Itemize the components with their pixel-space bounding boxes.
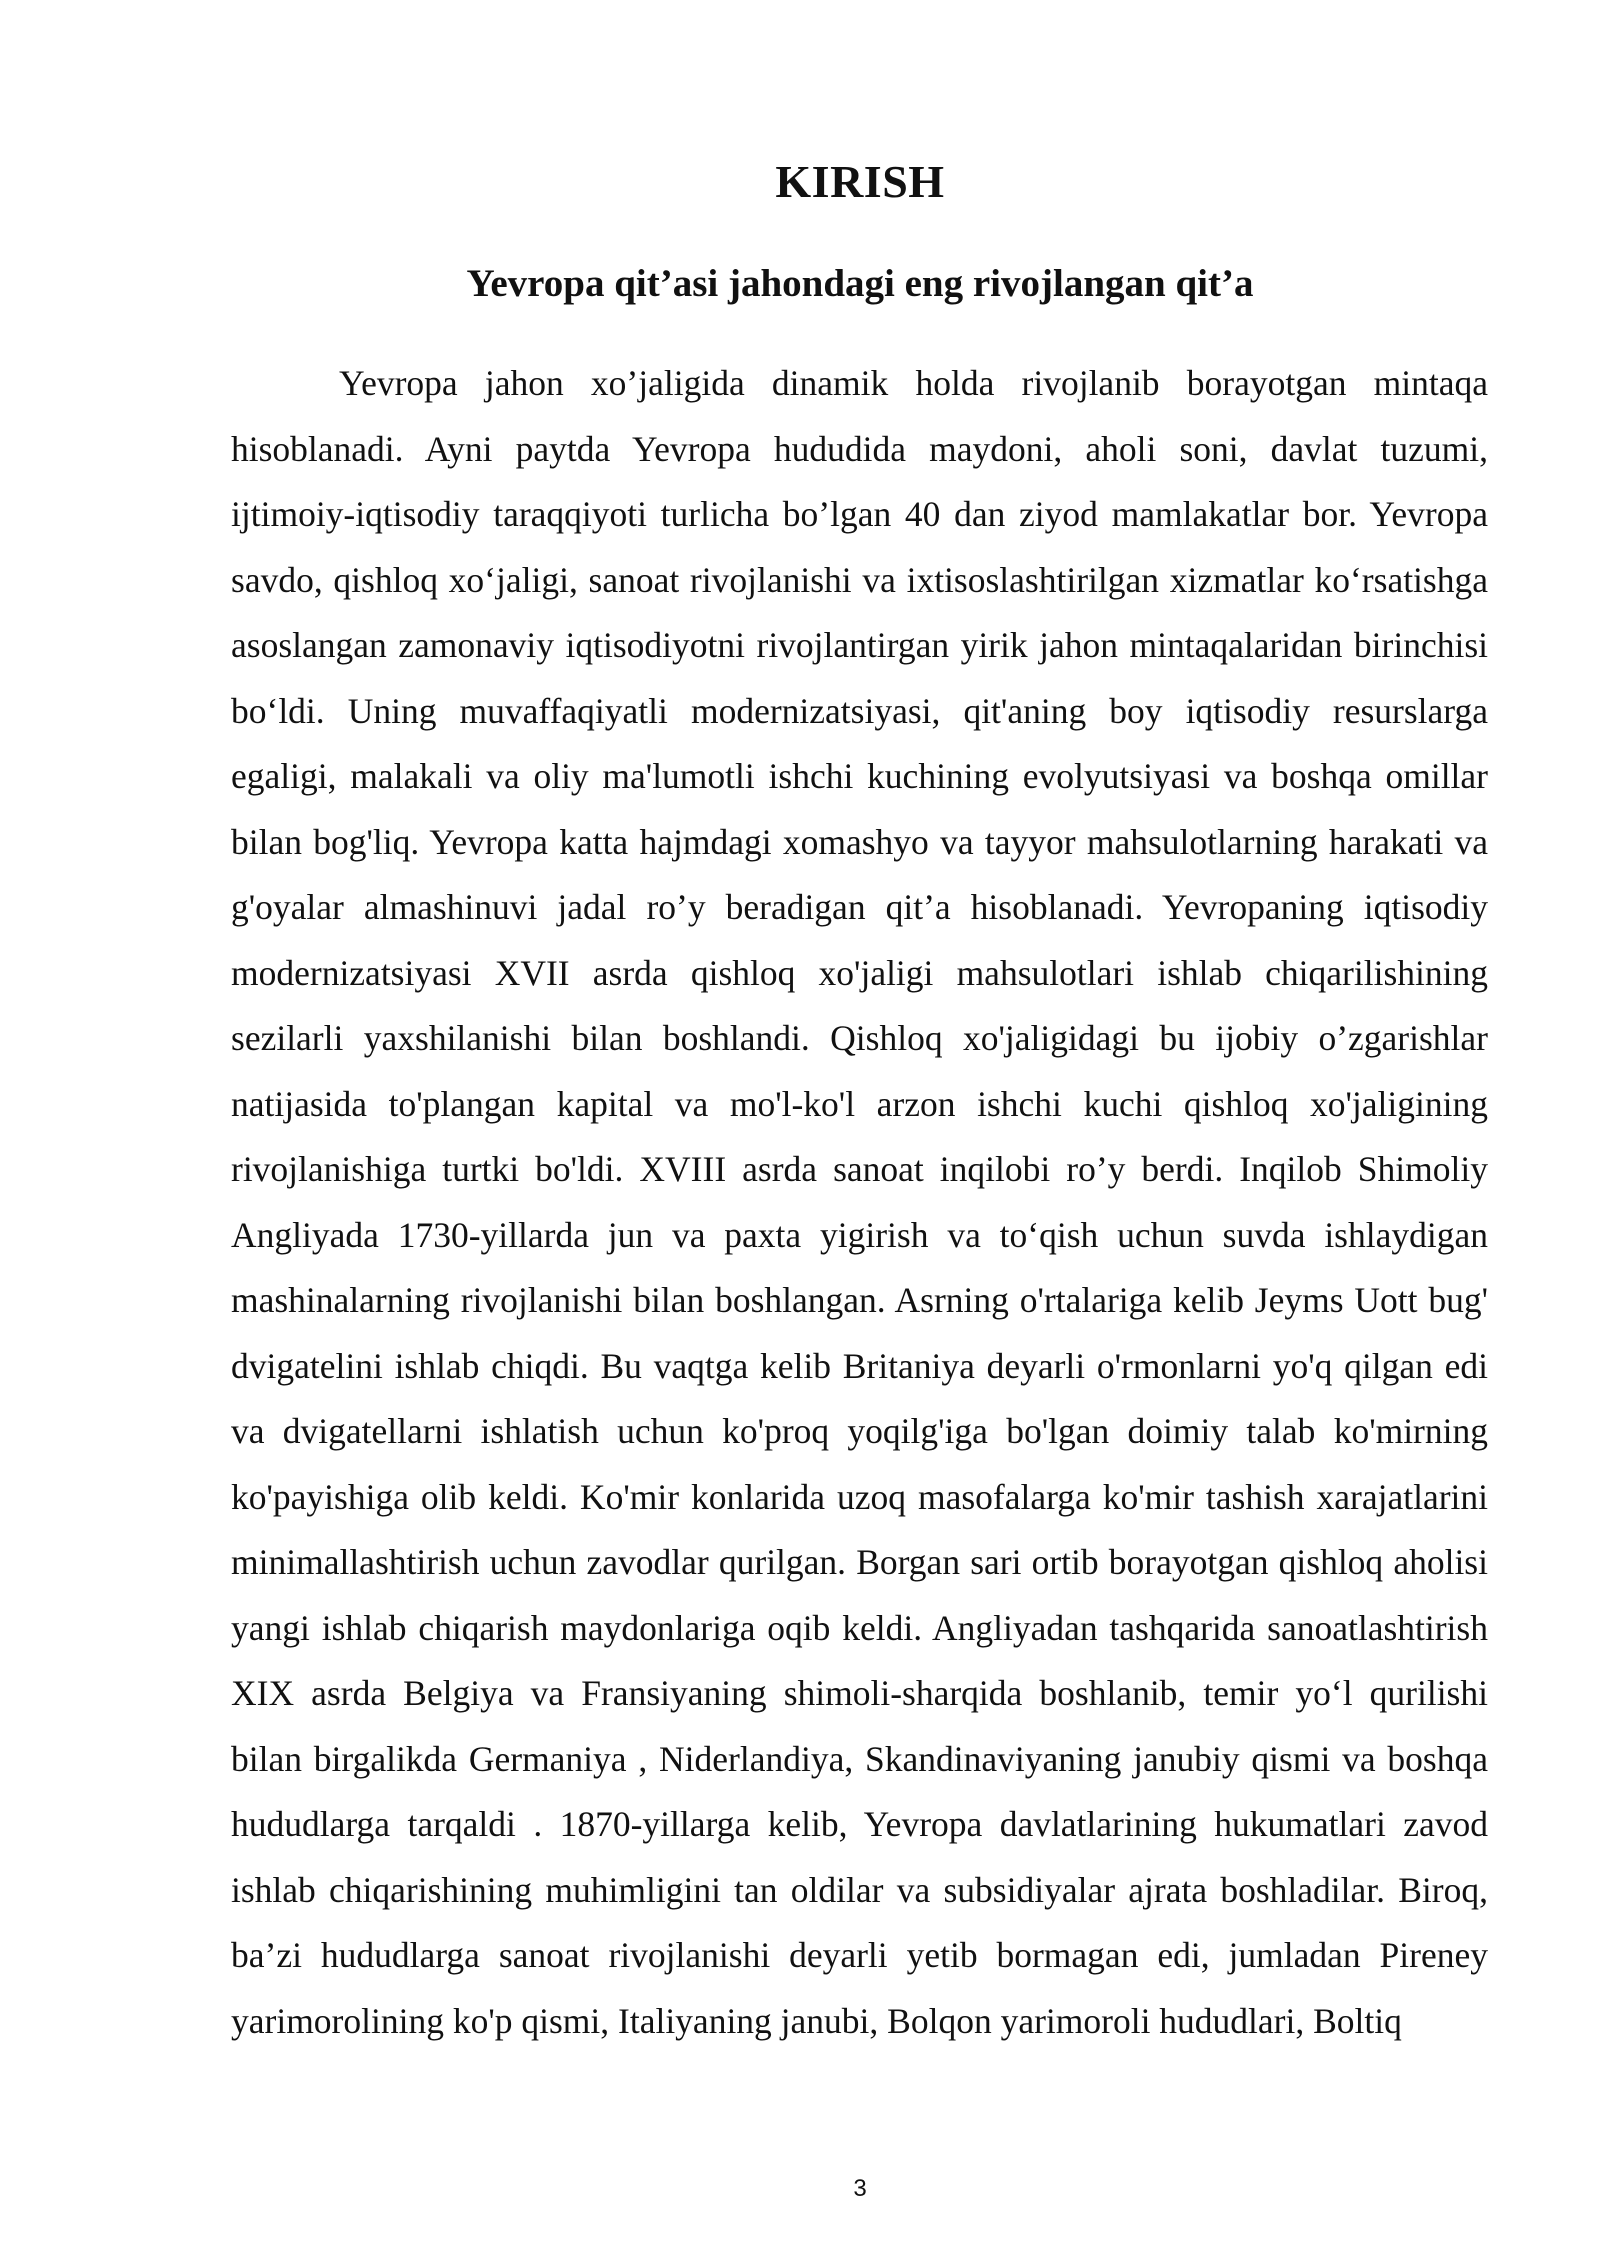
body-paragraph: Yevropa jahon xo’jaligida dinamik holda rivojlanib borayotgan mintaqa hisoblanadi. Ayni paytda Yevropa hududida maydoni, aholi soni, davlat tuzumi, ijtimoiy-iqtisodiy taraqqiyoti turlicha bo’lgan 40 dan ziyod mamlakatlar bor. Yevropa savdo, qishloq xo‘jaligi, sanoat rivojlanishi va ixtisoslashtirilgan xizmatlar ko‘rsatishga asoslangan zamonaviy iqtisodiyotni rivojlantirgan yirik jahon mintaqalaridan birinchisi bo‘ldi. Uning muvaffaqiyatli modernizatsiyasi, qit'aning boy iqtisodiy resurslarga egaligi, malakali va oliy ma'lumotli ishchi kuchining evolyutsiyasi va boshqa omillar bilan bog'liq. Yevropa katta hajmdagi xomashyo va tayyor mahsulotlarning harakati va g'oyalar almashinuvi jadal ro’y beradigan qit’a hisoblanadi. Yevropaning iqtisodiy modernizatsiyasi XVII asrda qishloq xo'jaligi mahsulotlari ishlab chiqarilishining sezilarli yaxshilanishi bilan boshlandi. Qishloq xo'jaligidagi bu ijobiy o’zgarishlar natijasida to'plangan kapital va mo'l-ko'l arzon ishchi kuchi qishloq xo'jaligining rivojlanishiga turtki bo'ldi. XVIII asrda sanoat inqilobi ro’y berdi. Inqilob Shimoliy Angliyada 1730-yillarda jun va paxta yigirish va to‘qish uchun suvda ishlaydigan mashinalarning rivojlanishi bilan boshlangan. Asrning o'rtalariga kelib Jeyms Uott bug' dvigatelini ishlab chiqdi. Bu vaqtga kelib Britaniya deyarli o'rmonlarni yo'q qilgan edi va dvigatellarni ishlatish uchun ko'proq yoqilg'iga bo'lgan doimiy talab ko'mirning ko'payishiga olib keldi. Ko'mir konlarida uzoq masofalarga ko'mir tashish xarajatlarini minimallashtirish uchun zavodlar qurilgan. Borgan sari ortib borayotgan qishloq aholisi yangi ishlab chiqarish maydonlariga oqib keldi. Angliyadan tashqarida sanoatlashtirish XIX asrda Belgiya va Fransiyaning shimoli-sharqida boshlanib, temir yo‘l qurilishi bilan birgalikda Germaniya , Niderlandiya, Skandinaviyaning janubiy qismi va boshqa hududlarga tarqaldi . 1870-yillarga kelib, Yevropa davlatlarining hukumatlari zavod ishlab chiqarishining muhimligini tan oldilar va subsidiyalar ajrata boshladilar. Biroq, ba’zi hududlarga sanoat rivojlanishi deyarli yetib bormagan edi, jumladan Pireney yarimorolining ko'p qismi, Italiyaning janubi, Bolqon yarimoroli hududlari, Boltiq bbox=[231, 363, 1488, 2041]
page-number: 3 bbox=[853, 2175, 867, 2202]
chapter-title: KIRISH bbox=[775, 156, 945, 207]
section-title: Yevropa qit’asi jahondagi eng rivojlangan qit’a bbox=[466, 262, 1254, 305]
